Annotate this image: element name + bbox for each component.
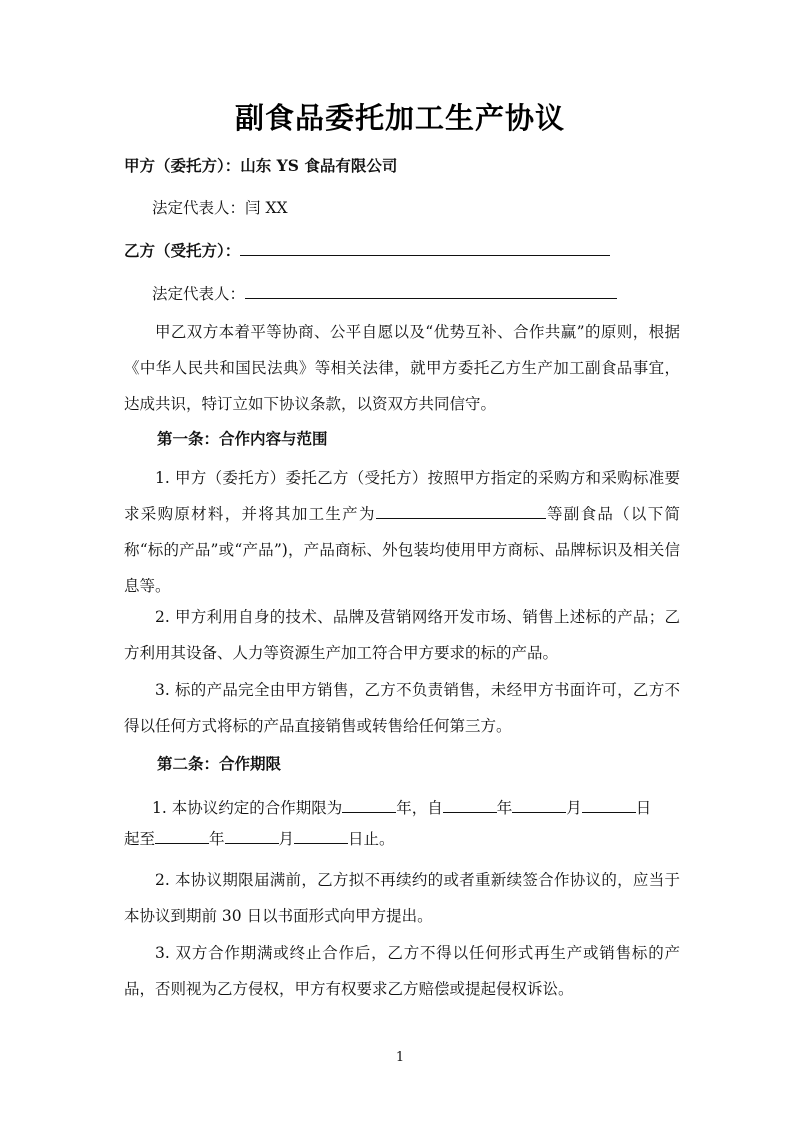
end-month-blank [225,826,279,844]
article1-clause1-part2: 等副食品（以下简称“标的产品”或“产品”)，产品商标、外包装均使用甲方商标、品牌标识及相关信息等。 [124,505,680,595]
start-year-label: 年 [496,799,513,817]
start-day-label: 日 [635,799,652,817]
article2-clause2: 2. 本协议期限届满前，乙方拟不再续约的或者重新续签合作协议的，应当于本协议到期前 30 日以书面形式向甲方提出。 [124,871,680,925]
party-b-label: 乙方（受托方）： [124,241,241,260]
article2-clause1-line1 [152,795,651,819]
article2-clause1-line2 [124,826,395,850]
term-to-label: 起至 [124,830,156,848]
party-b-line [124,238,610,262]
article1-clause1-part1: 1. 甲方（委托方）委托乙方（受托方）按照甲方指定的采购方和采购标准要求采购原材料，并将其加工生产为 [124,469,680,523]
document-title: 副食品委托加工生产协议 [234,101,565,135]
party-b-name-blank [240,238,610,256]
party-b-rep-blank [245,281,617,299]
party-a-rep-label: 法定代表人： [152,199,246,217]
start-day-blank [582,795,636,813]
party-a-line [124,155,397,177]
start-month-label: 月 [566,799,582,817]
party-a-rep-name: 闫 XX [245,199,288,217]
term-year-unit: 年，自 [396,799,443,817]
start-month-blank [512,795,566,813]
end-day-blank [294,826,348,844]
party-b-rep-line [152,281,617,305]
page-number: 1 [395,1050,405,1065]
term-years-blank [342,795,396,813]
end-day-label: 日止。 [348,830,395,848]
end-year-label: 年 [209,830,225,848]
article1-heading: 第一条：合作内容与范围 [157,429,328,448]
end-year-blank [155,826,209,844]
party-a-rep-line [152,197,288,219]
end-month-label: 月 [278,830,295,848]
party-a-label: 甲方（委托方）： [124,156,241,175]
article2-heading: 第二条：合作期限 [157,754,282,773]
article1-clause3: 3. 标的产品完全由甲方销售，乙方不负责销售，未经甲方书面许可，乙方不得以任何方式将标的产品直接销售或转售给任何第三方。 [124,681,680,735]
party-b-rep-label: 法定代表人： [152,285,246,303]
product-name-blank [376,501,546,519]
start-year-blank [443,795,497,813]
term-prefix: 1. 本协议约定的合作期限为 [152,799,343,817]
party-a-name: 山东 YS 食品有限公司 [240,156,398,175]
article1-clause1 [124,460,680,604]
article1-clause2: 2. 甲方利用自身的技术、品牌及营销网络开发市场、销售上述标的产品；乙方利用其设备、人力等资源生产加工符合甲方要求的标的产品。 [124,608,680,662]
article2-clause3: 3. 双方合作期满或终止合作后，乙方不得以任何形式再生产或销售标的产品，否则视为乙方侵权，甲方有权要求乙方赔偿或提起侵权诉讼。 [124,944,680,998]
preamble-paragraph: 甲乙双方本着平等协商、公平自愿以及“优势互补、合作共赢”的原则，根据《中华人民共和国民法典》等相关法律，就甲方委托乙方生产加工副食品事宜，达成共识，特订立如下协议条款，以资双方共同信守。 [124,323,680,413]
